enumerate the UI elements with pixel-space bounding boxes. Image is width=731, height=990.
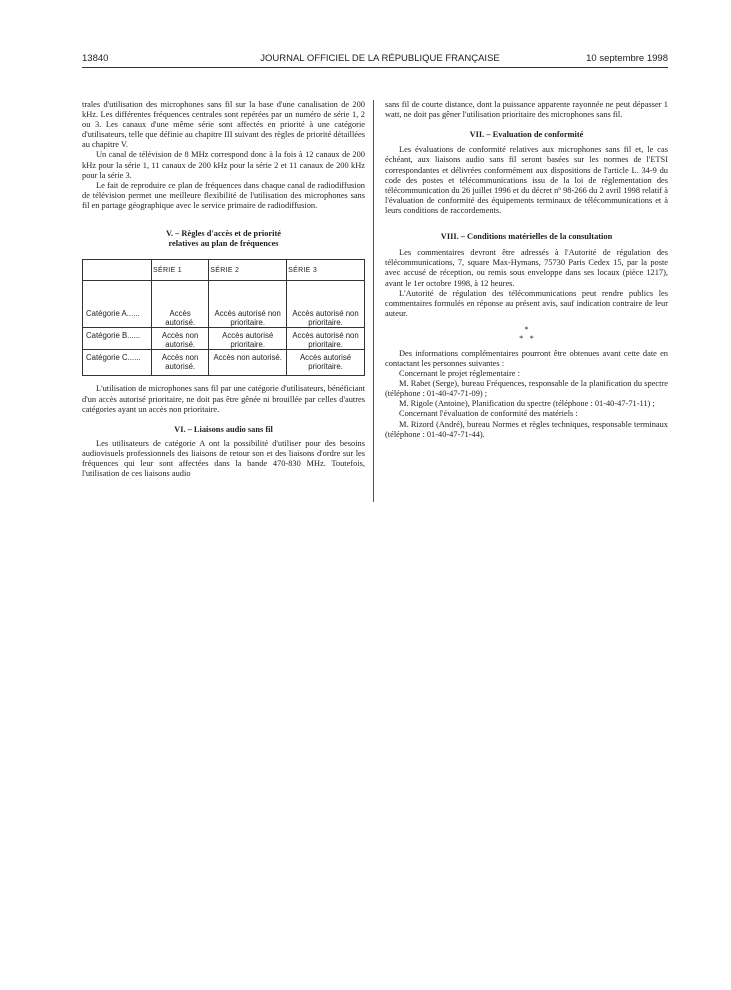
- table-header-serie-2: SÉRIE 2: [209, 260, 287, 281]
- section-vi-paragraph: Les utilisateurs de catégorie A ont la possibilité d'utiliser pour des besoins audiovisuels professionnels des liaisons de retour son et des liaisons d'ordre sur les fréquences qui leur sont affectées dans la bande 470-830 MHz. Toutefois, l'utilisation de ces liaisons audio: [82, 438, 365, 479]
- info-paragraph-5: Concernant l'évaluation de conformité des matériels :: [399, 409, 578, 419]
- cell-a-serie-2: Accès autorisé non prioritaire.: [209, 281, 287, 328]
- intro-paragraph-2: Un canal de télévision de 8 MHz correspond donc à la fois à 12 canaux de 200 kHz pour la série 1, 11 canaux de 200 kHz pour la série 2 et 11 canaux de 200 kHz pour la série 3.: [82, 150, 365, 180]
- access-priority-table: [82, 259, 365, 376]
- info-paragraph-6: M. Rizord (André), bureau Normes et règles techniques, responsable terminaux (téléphone : 01-40-47-71-44).: [385, 419, 668, 439]
- journal-title: JOURNAL OFFICIEL DE LA RÉPUBLIQUE FRANÇAISE: [260, 53, 500, 64]
- category-c-label: Catégorie C......: [83, 350, 152, 376]
- table-header-serie-3: SÉRIE 3: [287, 260, 365, 281]
- intro-paragraph-3: Le fait de reproduire ce plan de fréquences dans chaque canal de radiodiffusion de télévision permet une meilleure flexibilité de l'utilisation des microphones sans fil en partage géographique avec le service primaire de radiodiffusion.: [82, 180, 365, 210]
- page-number: 13840: [82, 53, 109, 64]
- info-paragraph-2: Concernant le projet réglementaire :: [399, 369, 520, 379]
- page-date: 10 septembre 1998: [586, 53, 668, 64]
- table-row: [83, 328, 365, 350]
- table-header-serie-1: SÉRIE 1: [152, 260, 209, 281]
- info-paragraph-3: M. Rabet (Serge), bureau Fréquences, responsable de la planification du spectre (téléphone : 01-40-47-71-09) ;: [385, 379, 668, 399]
- section-vi-title: VI. – Liaisons audio sans fil: [174, 424, 273, 434]
- left-column: [82, 100, 365, 479]
- table-header-row: [83, 260, 365, 281]
- asterism-top: *: [524, 324, 529, 334]
- cell-b-serie-3: Accès autorisé non prioritaire.: [287, 328, 365, 350]
- info-paragraph-4: M. Rigole (Antoine), Planification du spectre (téléphone : 01-40-47-71-11) ;: [399, 399, 655, 409]
- section-v-title-line2: relatives au plan de fréquences: [168, 239, 279, 249]
- section-viii-paragraph-1: Les commentaires devront être adressés à l'Autorité de régulation des télécommunications, 7, square Max-Hymans, 75730 Paris Cedex 15, par la poste avec accusé de réception, ou remis sous enveloppe dans ses locaux (pièce 1217), avant le 1er octobre 1998, à 12 heures.: [385, 248, 668, 288]
- category-b-label: Catégorie B......: [83, 328, 152, 350]
- info-paragraph-1: Des informations complémentaires pourront être obtenues avant cette date en contactant les personnes suivantes :: [385, 348, 668, 368]
- table-row: [83, 350, 365, 376]
- section-vii-paragraph: Les évaluations de conformité relatives aux microphones sans fil et, le cas échéant, aux liaisons audio sans fil seront basées sur les normes de l'ETSI correspondantes et délivrées conformément aux dispositions de l'article L. 34-9 du code des postes et télécommunications issu de la loi de réglementation des télécommunication du 26 juillet 1996 et du décret nº 98-266 du 2 avril 1998 relatif à l'évaluation de conformité des équipements terminaux de télécommunications et à leurs conditions de raccordements.: [385, 145, 668, 215]
- section-viii-paragraph-2: L'Autorité de régulation des télécommunications peut rendre publics les commentaires formulés en réponse au présent avis, sauf indication contraire de leur auteur.: [385, 288, 668, 318]
- asterism-bottom: * *: [519, 333, 534, 343]
- cell-b-serie-2: Accès autorisé prioritaire.: [209, 328, 287, 350]
- cell-c-serie-2: Accès non autorisé.: [209, 350, 287, 376]
- cell-a-serie-1: Accès autorisé.: [152, 281, 209, 328]
- after-table-paragraph: L'utilisation de microphones sans fil par une catégorie d'utilisateurs, bénéficiant d'un accès autorisé prioritaire, ne doit pas être gênée ni brouillée par celles d'autres catégories ayant un accès non prioritaire.: [82, 384, 365, 414]
- section-vii-title: VII. – Evaluation de conformité: [469, 130, 584, 140]
- intro-paragraph-1: trales d'utilisation des microphones sans fil sur la base d'une canalisation de 200 kHz. Les différentes fréquences centrales sont repérées par un numéro de série 1, 2 ou 3. Les canaux d'une même série sont affectés en priorité à une catégorie d'utilisateurs, telle que définie au chapitre III suivant des règles de priorité détaillées au chapitre V.: [82, 100, 365, 150]
- category-a-label: Catégorie A......: [83, 281, 152, 328]
- section-v-title-line1: V. – Règles d'accès et de priorité: [166, 229, 281, 239]
- column-separator: [373, 100, 374, 502]
- table-row: [83, 281, 365, 328]
- header-rule: [82, 67, 668, 68]
- right-column: [385, 100, 668, 440]
- section-viii-title: VIII. – Conditions matérielles de la consultation: [440, 232, 613, 242]
- table-header-empty: [83, 260, 152, 281]
- cell-a-serie-3: Accès autorisé non prioritaire.: [287, 281, 365, 328]
- cell-c-serie-1: Accès non autorisé.: [152, 350, 209, 376]
- continuation-paragraph: sans fil de courte distance, dont la puissance apparente rayonnée ne peut dépasser 1 watt, ne doit pas gêner l'utilisation prioritaire des microphones sans fil.: [385, 100, 668, 120]
- cell-c-serie-3: Accès autorisé prioritaire.: [287, 350, 365, 376]
- cell-b-serie-1: Accès non autorisé.: [152, 328, 209, 350]
